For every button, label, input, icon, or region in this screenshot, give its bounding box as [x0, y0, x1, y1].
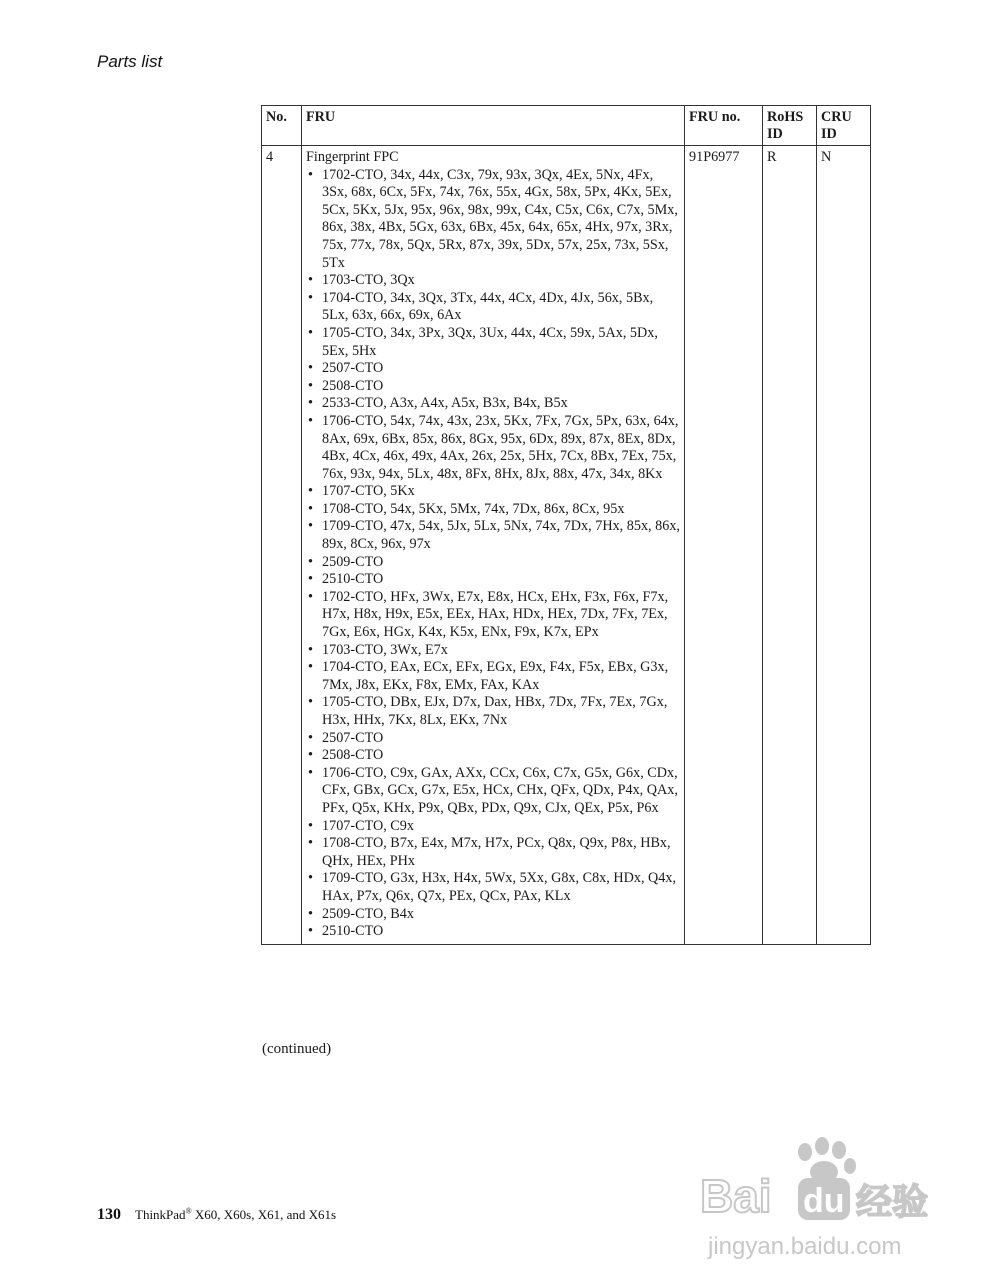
page-footer	[97, 1206, 336, 1224]
model-list-item: • 1706-CTO, 54x, 74x, 43x, 23x, 5Kx, 7Fx, 7Gx, 5Px, 63x, 64x, 8Ax, 69x, 6Bx, 85x, 86x, 8Gx, 95x, 6Dx, 89x, 87x, 8Ex, 8Dx, 4Bx, 4Cx, 46x, 49x, 4Ax, 26x, 25x, 5Hx, 7Cx, 8Bx, 7Ex, 75x, 76x, 93x, 94x, 5Lx, 48x, 8Fx, 8Hx, 8Jx, 88x, 47x, 34x, 8Kx	[306, 413, 680, 483]
model-list-item: • 1708-CTO, 54x, 5Kx, 5Mx, 74x, 7Dx, 86x, 8Cx, 95x	[306, 501, 680, 519]
paw-icon	[798, 1137, 856, 1183]
model-list-item: • 1704-CTO, 34x, 3Qx, 3Tx, 44x, 4Cx, 4Dx, 4Jx, 56x, 5Bx, 5Lx, 63x, 66x, 69x, 6Ax	[306, 290, 680, 325]
model-list-item: • 1703-CTO, 3Wx, E7x	[306, 642, 680, 660]
baidu-logo-right: du	[803, 1182, 845, 1220]
baidu-watermark	[686, 1132, 941, 1262]
cell-fru	[302, 146, 685, 945]
model-list-item: • 2509-CTO	[306, 554, 680, 572]
model-list-item: • 2507-CTO	[306, 730, 680, 748]
footer-product: ThinkPad	[135, 1207, 186, 1222]
model-list-item: • 2507-CTO	[306, 360, 680, 378]
table-header-row	[262, 106, 871, 146]
model-list-item: • 1707-CTO, 5Kx	[306, 483, 680, 501]
watermark-url: jingyan.baidu.com	[708, 1233, 902, 1260]
model-list-item: • 2510-CTO	[306, 571, 680, 589]
model-list-item: • 1705-CTO, DBx, EJx, D7x, Dax, HBx, 7Dx, 7Fx, 7Ex, 7Gx, H3x, HHx, 7Kx, 8Lx, EKx, 7Nx	[306, 694, 680, 729]
model-list-item: • 2533-CTO, A3x, A4x, A5x, B3x, B4x, B5x	[306, 395, 680, 413]
model-list-item: • 1709-CTO, G3x, H3x, H4x, 5Wx, 5Xx, G8x, C8x, HDx, Q4x, HAx, P7x, Q6x, Q7x, PEx, QCx, PAx, KLx	[306, 870, 680, 905]
model-list-item: • 1706-CTO, C9x, GAx, AXx, CCx, C6x, C7x, G5x, G6x, CDx, CFx, GBx, GCx, G7x, E5x, HCx, CHx, QFx, QDx, P4x, QAx, PFx, Q5x, KHx, P9x, QBx, PDx, Q9x, CJx, QEx, P5x, P6x	[306, 765, 680, 818]
model-list-item: • 2508-CTO	[306, 378, 680, 396]
header-fru-no: FRU no.	[685, 106, 763, 146]
cell-fru-no: 91P6977	[685, 146, 763, 945]
baidu-logo-left: Bai	[700, 1170, 772, 1222]
continued-note: (continued)	[262, 1041, 332, 1057]
model-list-item: • 1702-CTO, HFx, 3Wx, E7x, E8x, HCx, EHx, F3x, F6x, F7x, H7x, H8x, H9x, E5x, EEx, HAx, HDx, HEx, 7Dx, 7Fx, 7Ex, 7Gx, E6x, HGx, K4x, K5x, ENx, F9x, K7x, EPx	[306, 589, 680, 642]
running-head: Parts list	[97, 52, 163, 71]
table-row	[262, 146, 871, 945]
model-list	[306, 167, 680, 941]
fru-title: Fingerprint FPC	[306, 149, 399, 165]
page-number: 130	[97, 1206, 121, 1223]
header-cru-id: CRU ID	[817, 106, 871, 146]
cell-no: 4	[262, 146, 302, 945]
trademark-symbol: ®	[185, 1206, 192, 1216]
model-list-item: • 2508-CTO	[306, 747, 680, 765]
model-list-item: • 2509-CTO, B4x	[306, 906, 680, 924]
cell-cru-id: N	[817, 146, 871, 945]
model-list-item: • 1704-CTO, EAx, ECx, EFx, EGx, E9x, F4x, F5x, EBx, G3x, 7Mx, J8x, EKx, F8x, EMx, FAx, KAx	[306, 659, 680, 694]
footer-models: X60, X60s, X61, and X61s	[191, 1207, 337, 1222]
header-fru: FRU	[302, 106, 685, 146]
model-list-item: • 1709-CTO, 47x, 54x, 5Jx, 5Lx, 5Nx, 74x, 7Dx, 7Hx, 85x, 86x, 89x, 8Cx, 96x, 97x	[306, 518, 680, 553]
model-list-item: • 1702-CTO, 34x, 44x, C3x, 79x, 93x, 3Qx, 4Ex, 5Nx, 4Fx, 3Sx, 68x, 6Cx, 5Fx, 74x, 76x, 55x, 4Gx, 58x, 5Px, 4Kx, 5Ex, 5Cx, 5Kx, 5Jx, 95x, 96x, 98x, 99x, C4x, C5x, C6x, C7x, 5Mx, 86x, 38x, 4Bx, 5Gx, 63x, 6Bx, 45x, 64x, 65x, 4Hx, 97x, 3Rx, 75x, 77x, 78x, 5Qx, 5Rx, 87x, 39x, 5Dx, 57x, 25x, 73x, 5Sx, 5Tx	[306, 167, 680, 273]
cell-rohs-id: R	[763, 146, 817, 945]
model-list-item: • 2510-CTO	[306, 923, 680, 941]
model-list-item: • 1708-CTO, B7x, E4x, M7x, H7x, PCx, Q8x, Q9x, P8x, HBx, QHx, HEx, PHx	[306, 835, 680, 870]
model-list-item: • 1703-CTO, 3Qx	[306, 272, 680, 290]
header-no: No.	[262, 106, 302, 146]
header-rohs-id: RoHS ID	[763, 106, 817, 146]
jingyan-cjk: 经验	[856, 1182, 929, 1223]
model-list-item: • 1707-CTO, C9x	[306, 818, 680, 836]
parts-table	[261, 105, 871, 945]
model-list-item: • 1705-CTO, 34x, 3Px, 3Qx, 3Ux, 44x, 4Cx, 59x, 5Ax, 5Dx, 5Ex, 5Hx	[306, 325, 680, 360]
